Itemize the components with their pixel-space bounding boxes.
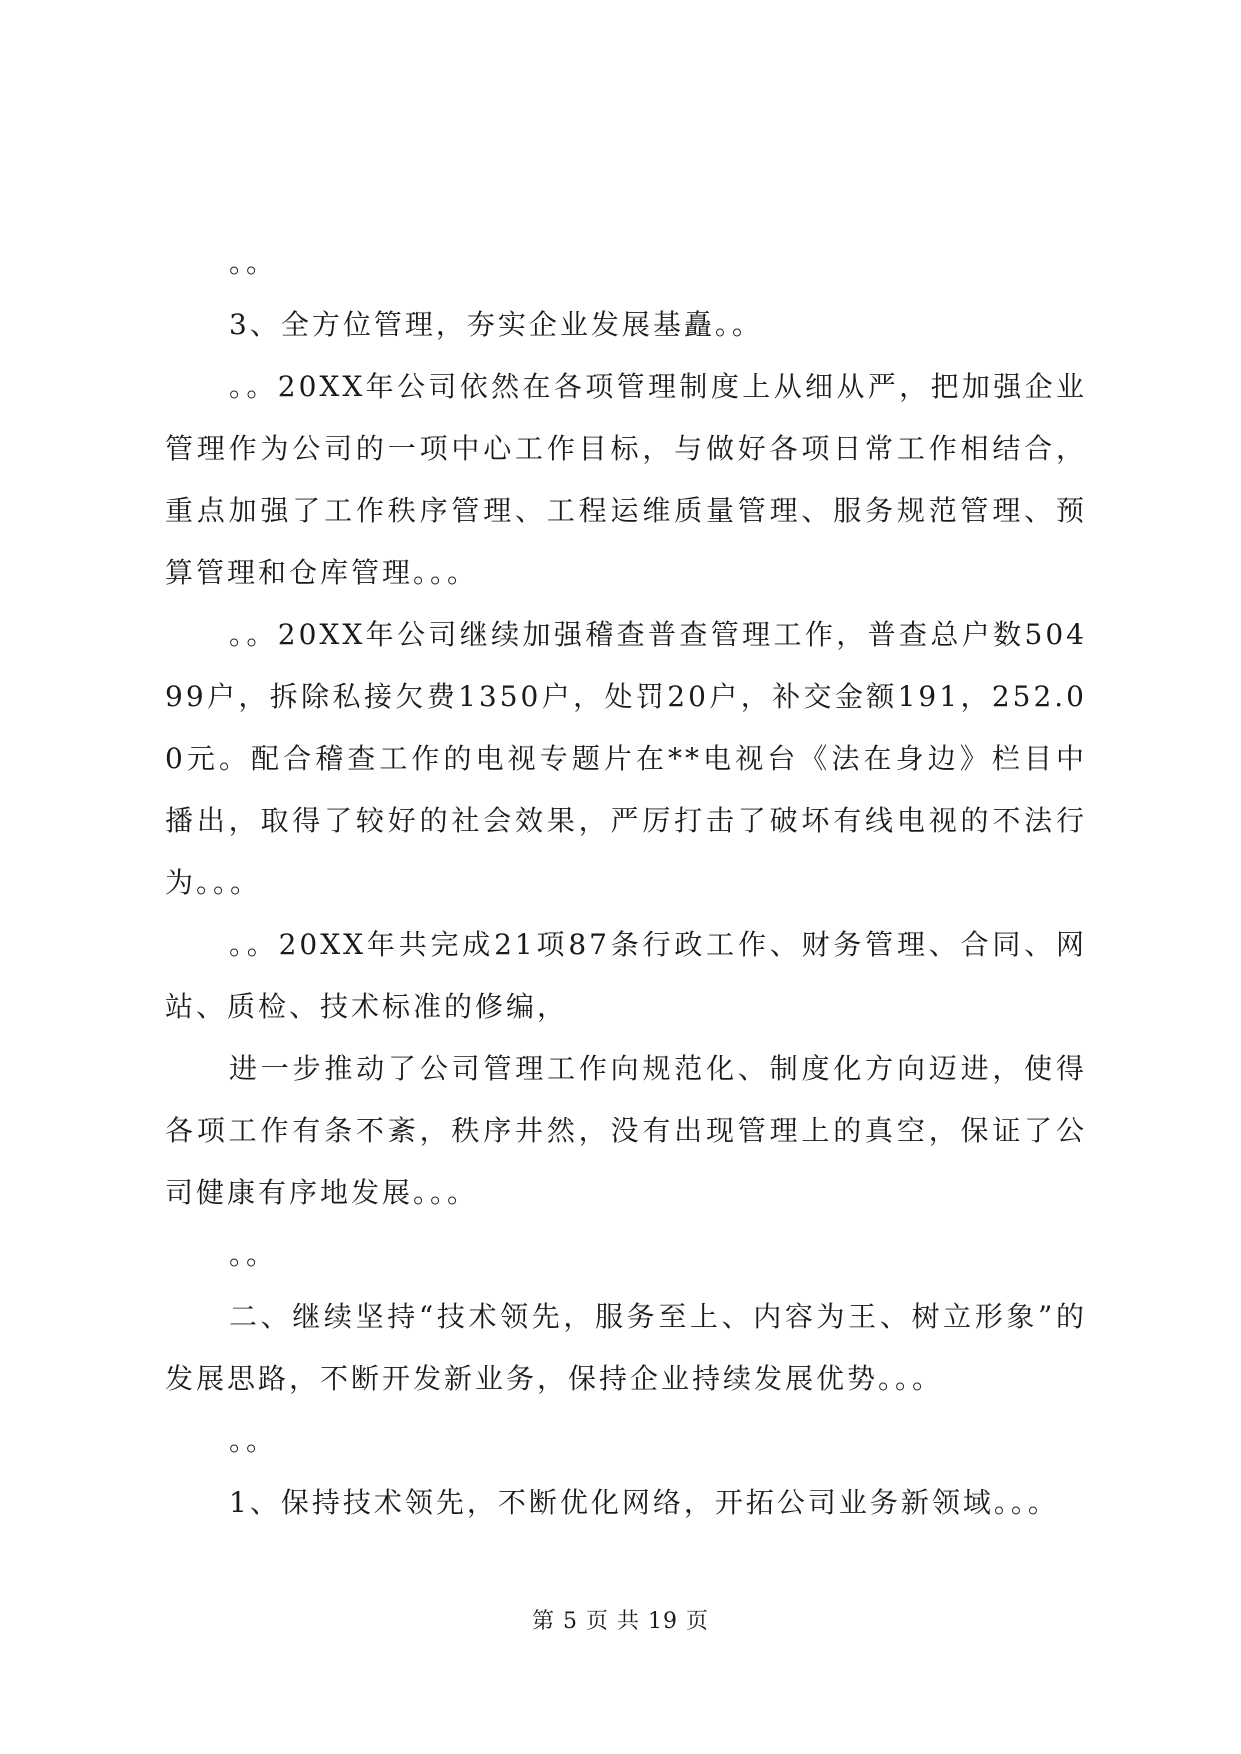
- paragraph: 。。: [229, 1424, 278, 1457]
- paragraph: 。。: [229, 1238, 278, 1271]
- paragraph: 。。20XX年共完成21项87条行政工作、财务管理、合同、网站、质检、技术标准的修编，: [165, 928, 1087, 1023]
- paragraph: 进一步推动了公司管理工作向规范化、制度化方向迈进，使得各项工作有条不紊，秩序井然，没有出现管理上的真空，保证了公司健康有序地发展。。。: [165, 1052, 1087, 1209]
- document-body: [165, 232, 1087, 1534]
- section-heading: 二、继续坚持“技术领先，服务至上、内容为王、树立形象”的发展思路，不断开发新业务，保持企业持续发展优势。。。: [165, 1300, 1087, 1395]
- paragraph: 。。20XX年公司依然在各项管理制度上从细从严，把加强企业管理作为公司的一项中心工作目标，与做好各项日常工作相结合，重点加强了工作秩序管理、工程运维质量管理、服务规范管理、预算管理和仓库管理。。。: [165, 370, 1087, 589]
- paragraph: 。。20XX年公司继续加强稽查普查管理工作，普查总户数50499户，拆除私接欠费1350户，处罚20户，补交金额191，252.00元。配合稽查工作的电视专题片在**电视台《法在身边》栏目中播出，取得了较好的社会效果，严厉打击了破坏有线电视的不法行为。。。: [165, 618, 1087, 899]
- section-heading: 3、全方位管理，夯实企业发展基矗。。: [229, 308, 763, 341]
- section-heading: 1、保持技术领先，不断优化网络，开拓公司业务新领域。。。: [229, 1486, 1059, 1519]
- page-number-footer: 第 5 页 共 19 页: [532, 1609, 709, 1634]
- paragraph: 。。: [229, 246, 278, 279]
